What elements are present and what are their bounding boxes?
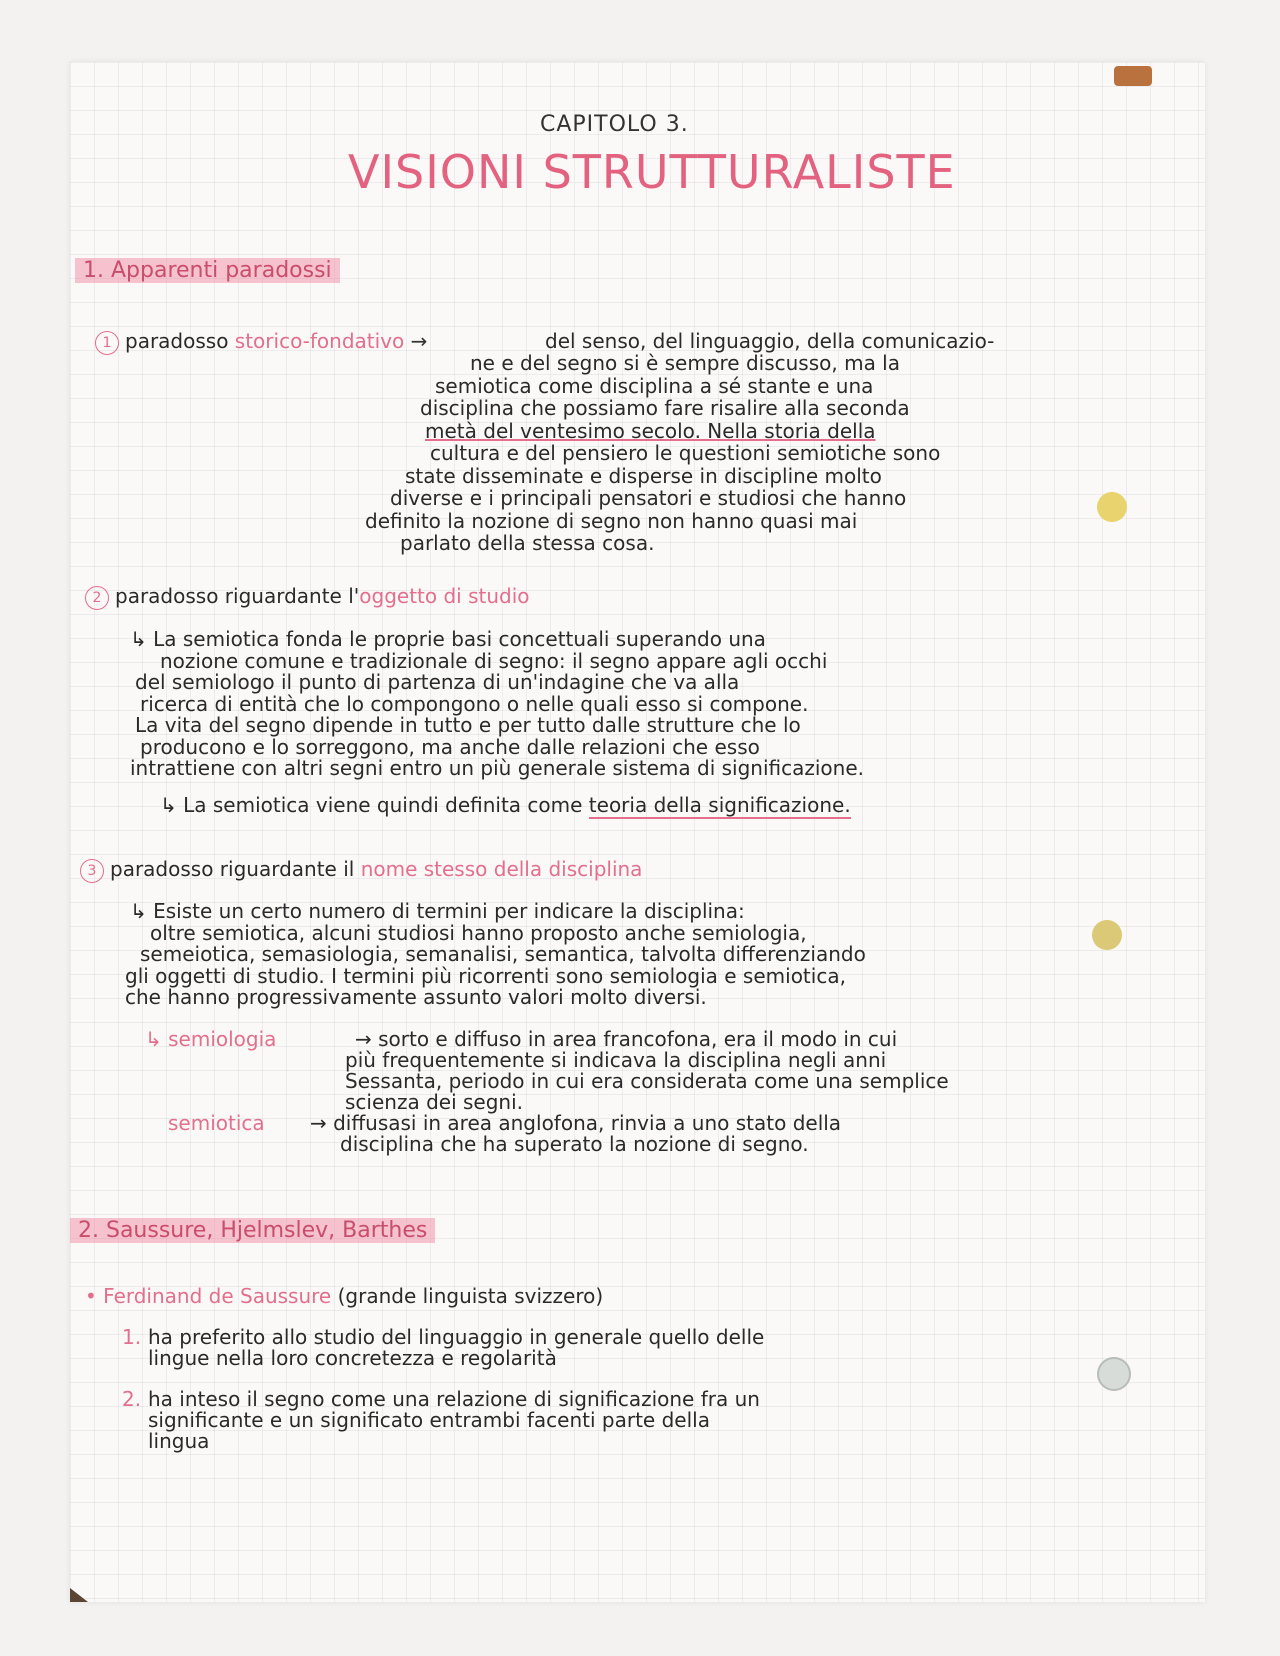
paradox-2-term: oggetto di studio bbox=[359, 584, 530, 608]
paradox-2-line: ricerca di entità che lo compongono o nelle quali esso si compone. bbox=[140, 691, 809, 716]
paradox-1-line: state disseminate e disperse in discipline molto bbox=[405, 463, 882, 488]
paradox-2-header: 2 paradosso riguardante l'oggetto di studio bbox=[85, 585, 530, 610]
semiotica-line: → diffusasi in area anglofona, rinvia a uno stato della bbox=[310, 1111, 842, 1135]
paradox-1-line: ne e del segno si è sempre discusso, ma la bbox=[470, 351, 900, 375]
point-line: ha inteso il segno come una relazione di significazione fra un bbox=[148, 1387, 760, 1411]
point-line: lingue nella loro concretezza e regolarità bbox=[148, 1346, 557, 1370]
paradox-2-line: nozione comune e tradizionale di segno: il segno appare agli occhi bbox=[160, 648, 828, 673]
section-heading-2: 2. Saussure, Hjelmslev, Barthes bbox=[70, 1218, 435, 1243]
paradox-3-line: che hanno progressivamente assunto valori molto diversi. bbox=[125, 985, 707, 1009]
paradox-1-line: del senso, del linguaggio, della comunicazio- bbox=[545, 329, 995, 353]
semiotica-line: disciplina che ha superato la nozione di segno. bbox=[340, 1132, 809, 1156]
paradox-3-line: gli oggetti di studio. I termini più ricorrenti sono semiologia e semiotica, bbox=[125, 963, 846, 988]
paradox-1-line: diverse e i principali pensatori e studiosi che hanno bbox=[390, 486, 907, 510]
paradox-2-line: producono e lo sorreggono, ma anche dalle relazioni che esso bbox=[140, 734, 760, 759]
saussure-name: • Ferdinand de Saussure bbox=[85, 1284, 332, 1308]
paradox-3-term: nome stesso della disciplina bbox=[360, 857, 643, 881]
point-number: 1. bbox=[122, 1325, 142, 1349]
semiologia-line: scienza dei segni. bbox=[345, 1090, 523, 1114]
paradox-3-header: 3 paradosso riguardante il nome stesso della disciplina bbox=[80, 858, 642, 883]
paradox-3-line: oltre semiotica, alcuni studiosi hanno proposto anche semiologia, bbox=[150, 920, 807, 945]
semiologia-line: → sorto e diffuso in area francofona, era il modo in cui bbox=[355, 1027, 898, 1051]
paradox-1-header: 1 paradosso storico-fondativo → bbox=[95, 330, 427, 355]
paradox-1-term: storico-fondativo bbox=[234, 329, 405, 353]
paradox-1-line: cultura e del pensiero le questioni semiotiche sono bbox=[430, 441, 941, 465]
paradox-3-line: ↳ Esiste un certo numero di termini per indicare la disciplina: bbox=[130, 899, 745, 923]
page-corner bbox=[70, 1588, 88, 1602]
number-circle-1: 1 bbox=[95, 331, 119, 355]
silver-sticker-dot bbox=[1097, 1357, 1131, 1391]
point-number: 2. bbox=[122, 1387, 142, 1411]
saussure-desc: (grande linguista svizzero) bbox=[337, 1284, 604, 1308]
paradox-1-line: metà del ventesimo secolo. Nella storia della bbox=[425, 418, 876, 443]
section-heading-1: 1. Apparenti paradossi bbox=[75, 258, 340, 283]
paradox-2-conclusion-term: teoria della significazione. bbox=[588, 793, 851, 817]
paradox-1-line: definito la nozione di segno non hanno quasi mai bbox=[365, 508, 858, 533]
semiologia-line: più frequentemente si indicava la disciplina negli anni bbox=[345, 1048, 887, 1072]
chapter-label: CAPITOLO 3. bbox=[540, 112, 689, 137]
semiologia-label: ↳ semiologia bbox=[145, 1027, 277, 1051]
paradox-2-conclusion: ↳ La semiotica viene quindi definita come teoria della significazione. bbox=[160, 793, 851, 817]
paradox-1-line: parlato della stessa cosa. bbox=[400, 531, 655, 555]
paradox-2-line: intrattiene con altri segni entro un più generale sistema di significazione. bbox=[130, 756, 865, 780]
point-line: significante e un significato entrambi facenti parte della bbox=[148, 1408, 710, 1432]
number-circle-2: 2 bbox=[85, 586, 109, 610]
yellow-sticker-dot bbox=[1092, 920, 1122, 950]
point-line: lingua bbox=[148, 1429, 210, 1453]
paradox-2-line: del semiologo il punto di partenza di un'indagine che va alla bbox=[135, 670, 740, 694]
number-circle-3: 3 bbox=[80, 859, 104, 883]
semiologia-line: Sessanta, periodo in cui era considerata come una semplice bbox=[345, 1069, 949, 1093]
paradox-1-line: semiotica come disciplina a sé stante e una bbox=[435, 373, 874, 398]
paradox-1-line: disciplina che possiamo fare risalire alla seconda bbox=[420, 396, 910, 420]
page-tab-marker bbox=[1114, 66, 1152, 86]
page-title: VISIONI STRUTTURALISTE bbox=[348, 145, 956, 199]
paradox-3-line: semeiotica, semasiologia, semanalisi, semantica, talvolta differenziando bbox=[140, 942, 866, 966]
saussure-bullet bbox=[85, 1285, 603, 1307]
semiotica-label: semiotica bbox=[168, 1111, 265, 1135]
point-line: ha preferito allo studio del linguaggio in generale quello delle bbox=[148, 1325, 765, 1349]
paradox-2-line: ↳ La semiotica fonda le proprie basi concettuali superando una bbox=[130, 627, 766, 651]
yellow-sticker-dot bbox=[1097, 492, 1127, 522]
notebook-page bbox=[70, 62, 1205, 1602]
paradox-2-line: La vita del segno dipende in tutto e per tutto dalle strutture che lo bbox=[135, 713, 801, 737]
